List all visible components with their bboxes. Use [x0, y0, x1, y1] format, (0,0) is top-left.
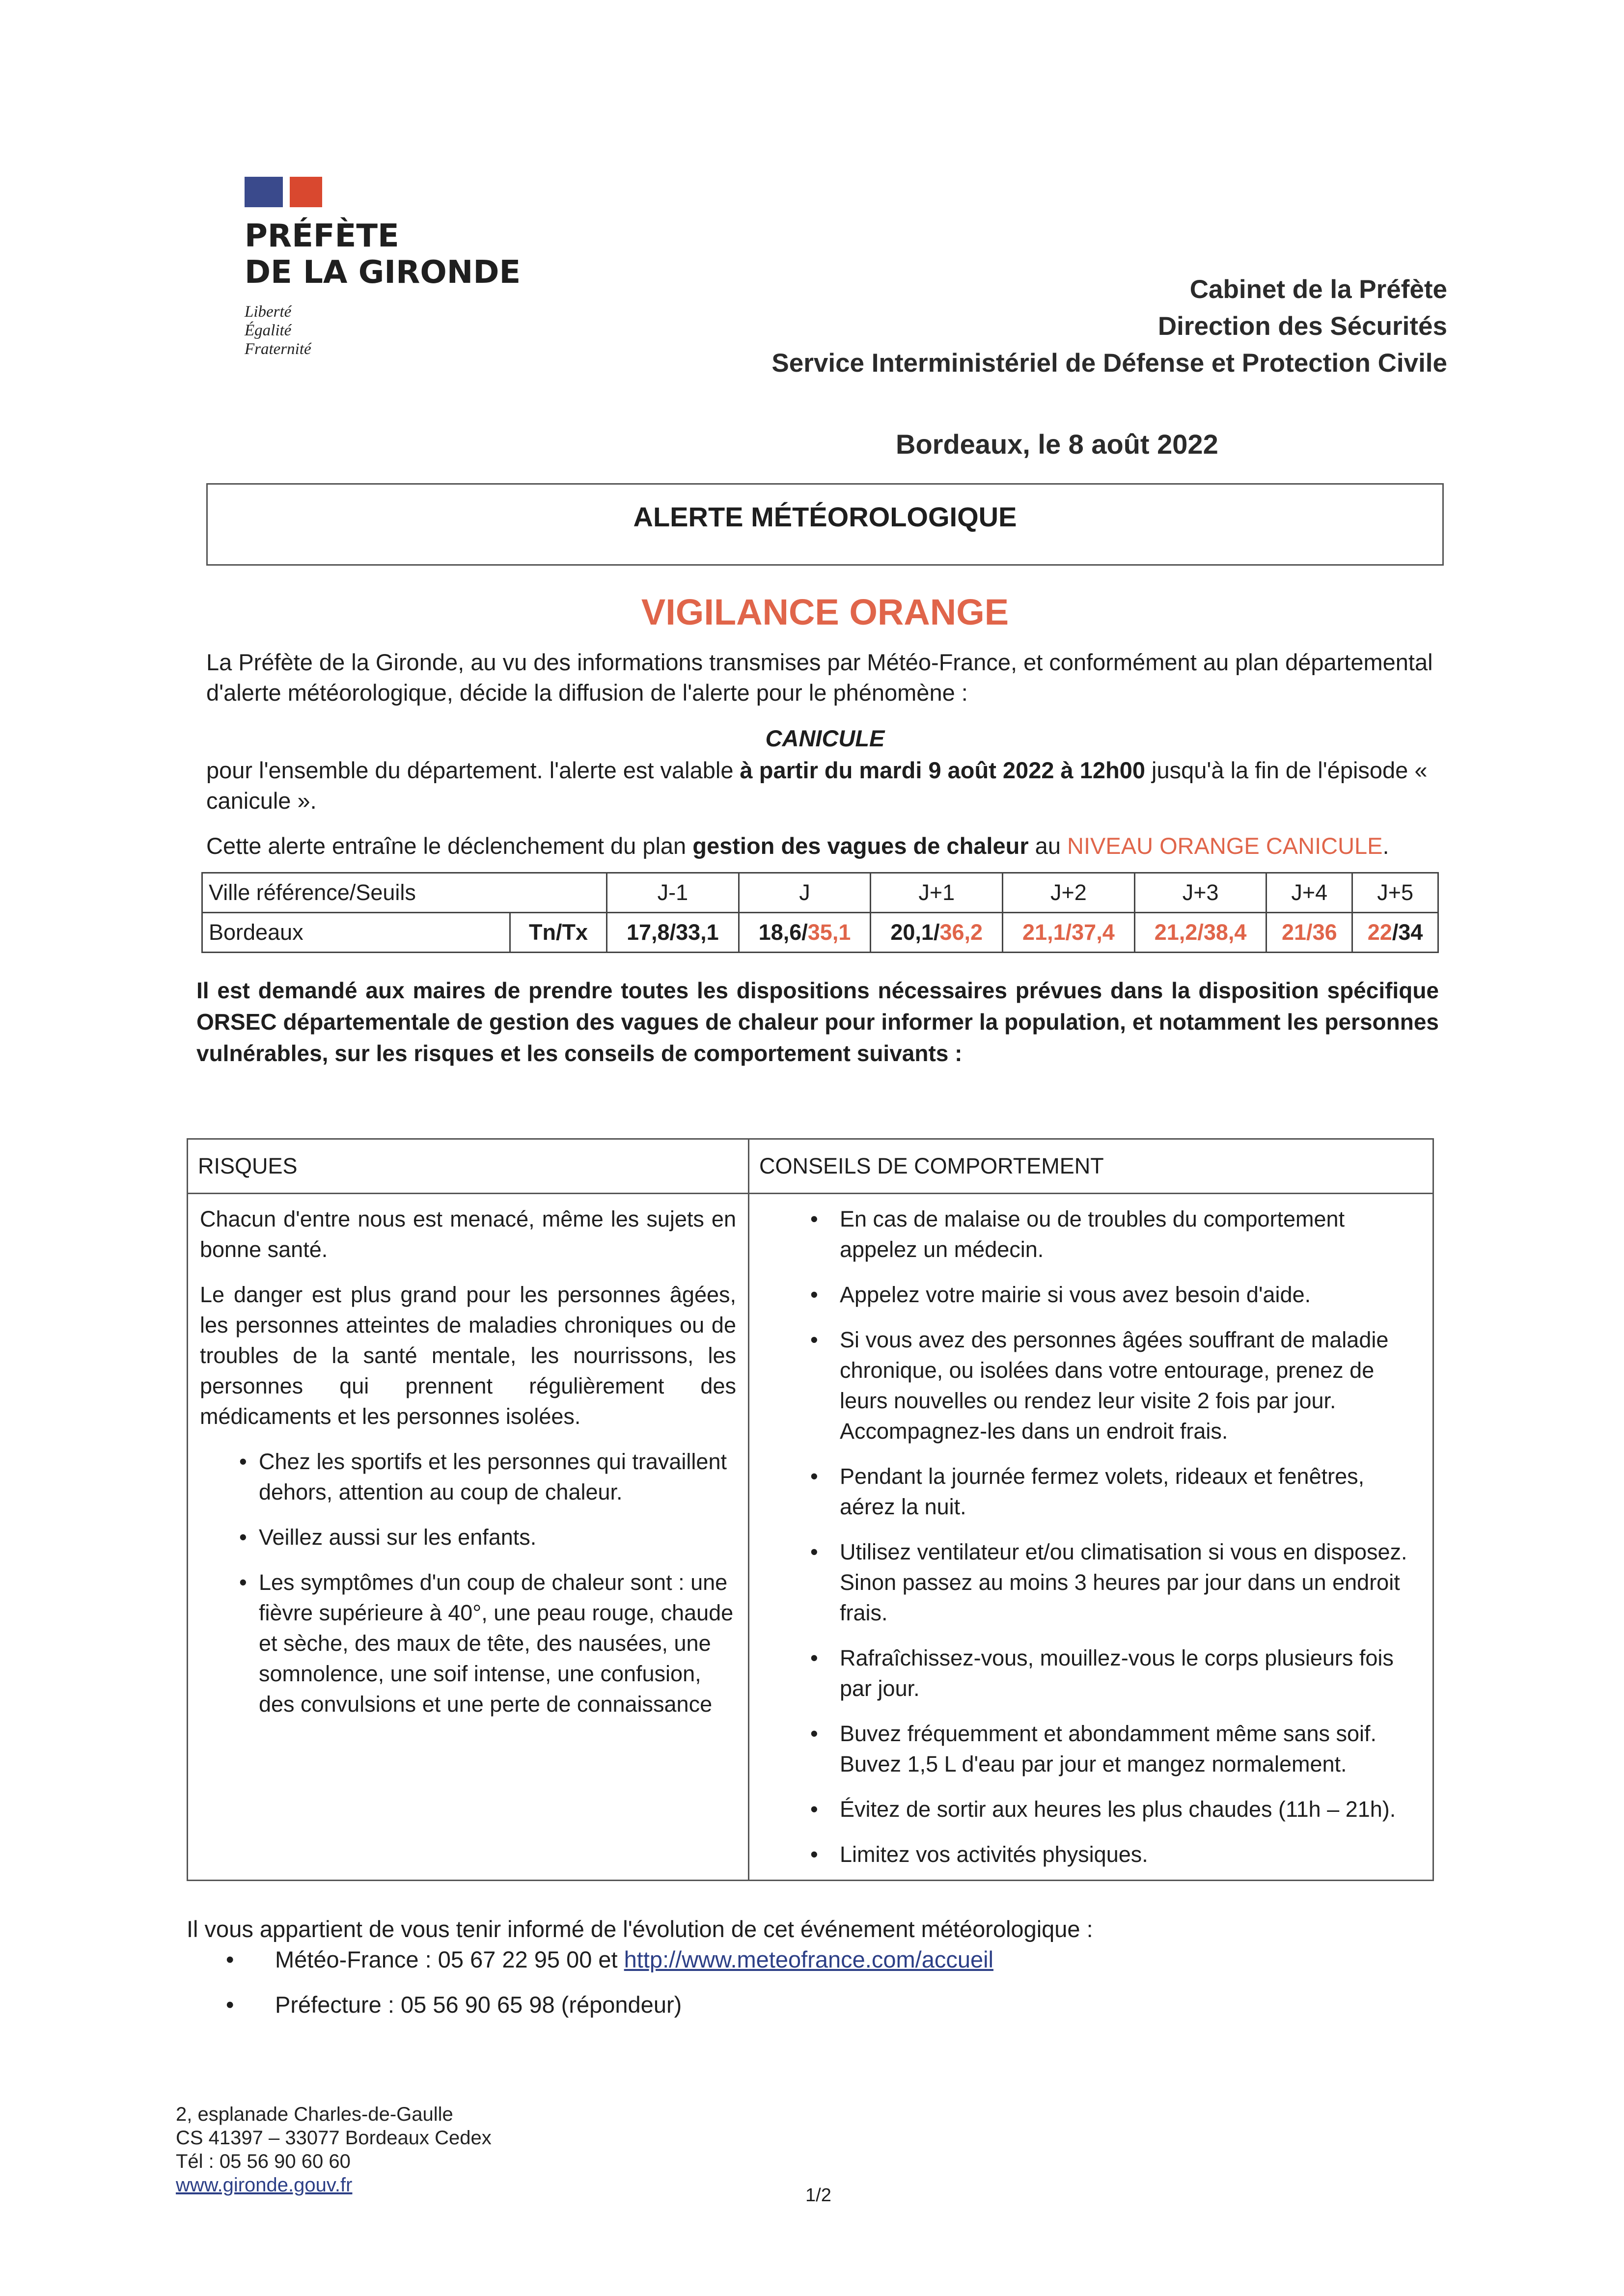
tx-value: 33,1: [676, 920, 719, 945]
phenomenon: CANICULE: [765, 725, 885, 751]
list-item: • Si vous avez des personnes âgées souffrant de maladie chronique, ou isolées dans votre entourage, prenez de leurs nouvelles ou rendez leur visite 2 fois par jour. Accompagnez-les dans un endroit frais.: [761, 1325, 1421, 1447]
motto-fraternite: Fraternité: [245, 340, 311, 358]
advice-header: CONSEILS DE COMPORTEMENT: [749, 1139, 1433, 1194]
info-line: Il vous appartient de vous tenir informé de l'évolution de cet événement météorologique :: [187, 1916, 1093, 1942]
temperature-thresholds-table: [201, 872, 1439, 953]
tn-tx-cell: 21/36: [1266, 913, 1352, 953]
tn-tx-cell: 21,1/37,4: [1003, 913, 1135, 953]
validity-text-before: pour l'ensemble du département. l'alerte est valable: [206, 757, 740, 783]
service-line: Service Interministériel de Défense et Protection Civile: [771, 349, 1447, 378]
risk-paragraph: Chacun d'entre nous est menacé, même les sujets en bonne santé.: [200, 1206, 736, 1262]
day-header: J+5: [1352, 873, 1438, 913]
direction-line: Direction des Sécurités: [1157, 312, 1447, 341]
list-item: • Utilisez ventilateur et/ou climatisation si vous en disposez. Sinon passez au moins 3 heures par jour dans un endroit frais.: [761, 1537, 1421, 1628]
tn-value: 21,2: [1154, 920, 1198, 945]
list-item: • Buvez fréquemment et abondamment même sans soif. Buvez 1,5 L d'eau par jour et mangez normalement.: [761, 1719, 1421, 1779]
motto-egalite: Égalité: [245, 322, 292, 339]
city-cell: Bordeaux: [202, 913, 510, 953]
meteo-phone: Météo-France : 05 67 22 95 00 et: [275, 1946, 624, 1972]
prefecture-logo: [245, 177, 559, 358]
list-item: • Limitez vos activités physiques.: [761, 1839, 1421, 1870]
marianne-flag-icon: [245, 177, 559, 207]
validity-period: à partir du mardi 9 août 2022 à 12h00: [740, 757, 1145, 783]
day-header: J+1: [871, 873, 1003, 913]
issuer-block: [771, 271, 1447, 382]
tx-value: 36,2: [939, 920, 983, 945]
risk-bullets: [200, 1447, 736, 1720]
measure-cell: Tn/Tx: [510, 913, 607, 953]
cabinet-line: Cabinet de la Préfète: [1189, 275, 1447, 304]
day-header: J-1: [607, 873, 739, 913]
list-item: • Les symptômes d'un coup de chaleur sont : une fièvre supérieure à 40°, une peau rouge, chaude et sèche, des maux de tête, des nausées, une somnolence, une soif intense, une confusion, des convulsions et une perte de connaissance: [200, 1567, 736, 1720]
list-item: • Pendant la journée fermez volets, rideaux et fenêtres, aérez la nuit.: [761, 1461, 1421, 1522]
vigilance-level: VIGILANCE ORANGE: [641, 592, 1009, 632]
phone-line: Tél : 05 56 90 60 60: [176, 2151, 351, 2172]
tn-tx-cell: 17,8/33,1: [607, 913, 739, 953]
motto-liberte: Liberté: [245, 303, 292, 321]
day-header: J+2: [1003, 873, 1135, 913]
republic-motto: [245, 302, 559, 358]
tx-value: 37,4: [1072, 920, 1115, 945]
tx-value: 35,1: [807, 920, 851, 945]
tn-value: 22: [1367, 920, 1392, 945]
tn-value: 21: [1281, 920, 1307, 945]
address-line: CS 41397 – 33077 Bordeaux Cedex: [176, 2127, 492, 2149]
logo-line-2: DE LA GIRONDE: [245, 254, 521, 291]
risks-advice-table: [187, 1138, 1434, 1881]
tn-tx-cell: 20,1/36,2: [871, 913, 1003, 953]
table-header-row: [202, 873, 1438, 913]
tn-tx-cell: 18,6/35,1: [739, 913, 871, 953]
place-date: Bordeaux, le 8 août 2022: [896, 429, 1218, 460]
tn-tx-cell: 22/34: [1352, 913, 1438, 953]
tx-value: 34: [1398, 920, 1423, 945]
meteofrance-link[interactable]: http://www.meteofrance.com/accueil: [624, 1946, 993, 1972]
header-label: Ville référence/Seuils: [202, 873, 607, 913]
list-item: • Appelez votre mairie si vous avez besoin d'aide.: [761, 1280, 1421, 1310]
list-item: • En cas de malaise ou de troubles du comportement appelez un médecin.: [761, 1204, 1421, 1265]
day-header: J+4: [1266, 873, 1352, 913]
risk-paragraph: Le danger est plus grand pour les personnes âgées, les personnes atteintes de maladies chroniques ou de troubles de la santé mentale, les nourrissons, les personnes qui prennent régulièrement des médicaments et les personnes isolées.: [200, 1282, 736, 1429]
tn-tx-cell: 21,2/38,4: [1134, 913, 1266, 953]
tn-value: 20,1: [890, 920, 934, 945]
validity-text-after: jusqu'à la fin de l'épisode « canicule ».: [206, 757, 1428, 814]
plan-name: gestion des vagues de chaleur: [692, 833, 1029, 859]
website-link[interactable]: www.gironde.gouv.fr: [176, 2174, 353, 2196]
prefecture-contact: • Préfecture : 05 56 90 65 98 (répondeur): [187, 1990, 1463, 2020]
day-header: J+3: [1134, 873, 1266, 913]
tx-value: 38,4: [1203, 920, 1247, 945]
tn-value: 18,6: [758, 920, 802, 945]
list-item: • Évitez de sortir aux heures les plus chaudes (11h – 21h).: [761, 1794, 1421, 1825]
advice-cell: [749, 1194, 1433, 1881]
advice-bullets: [761, 1204, 1421, 1870]
tx-value: 36: [1312, 920, 1337, 945]
list-item: • Chez les sportifs et les personnes qui travaillent dehors, attention au coup de chaleur.: [200, 1447, 736, 1507]
contacts: [187, 1944, 1463, 2035]
tn-value: 17,8: [626, 920, 670, 945]
list-item: • Rafraîchissez-vous, mouillez-vous le corps plusieurs fois par jour.: [761, 1643, 1421, 1704]
intro-paragraph: La Préfète de la Gironde, au vu des informations transmises par Météo-France, et conformément au plan départemental d'alerte météorologique, décide la diffusion de l'alerte pour le phénomène :: [206, 649, 1433, 706]
risks-header: RISQUES: [188, 1139, 749, 1194]
validity-paragraph: [206, 755, 1444, 816]
day-header: J: [739, 873, 871, 913]
table-row: [202, 913, 1438, 953]
meteo-contact: [187, 1944, 1463, 1975]
trigger-text-before: Cette alerte entraîne le déclenchement du plan: [206, 833, 693, 859]
mayors-request: Il est demandé aux maires de prendre toutes les dispositions nécessaires prévues dans la disposition spécifique ORSEC départementale de gestion des vagues de chaleur pour informer la population, et notamment les personnes vulnérables, sur les risques et les conseils de comportement suivants :: [196, 978, 1439, 1066]
trigger-text-after: .: [1382, 833, 1389, 859]
alert-title: ALERTE MÉTÉOROLOGIQUE: [633, 501, 1017, 532]
risks-cell: [188, 1194, 749, 1881]
trigger-paragraph: [206, 831, 1473, 861]
page-number: 1/2: [805, 2185, 831, 2206]
address-line: 2, esplanade Charles-de-Gaulle: [176, 2104, 453, 2125]
orange-level: NIVEAU ORANGE CANICULE: [1067, 833, 1383, 859]
trigger-text-mid: au: [1028, 833, 1068, 859]
list-item: • Veillez aussi sur les enfants.: [200, 1522, 736, 1553]
logo-line-1: PRÉFÈTE: [245, 218, 399, 254]
footer-address: [176, 2103, 492, 2197]
tn-value: 21,1: [1022, 920, 1066, 945]
